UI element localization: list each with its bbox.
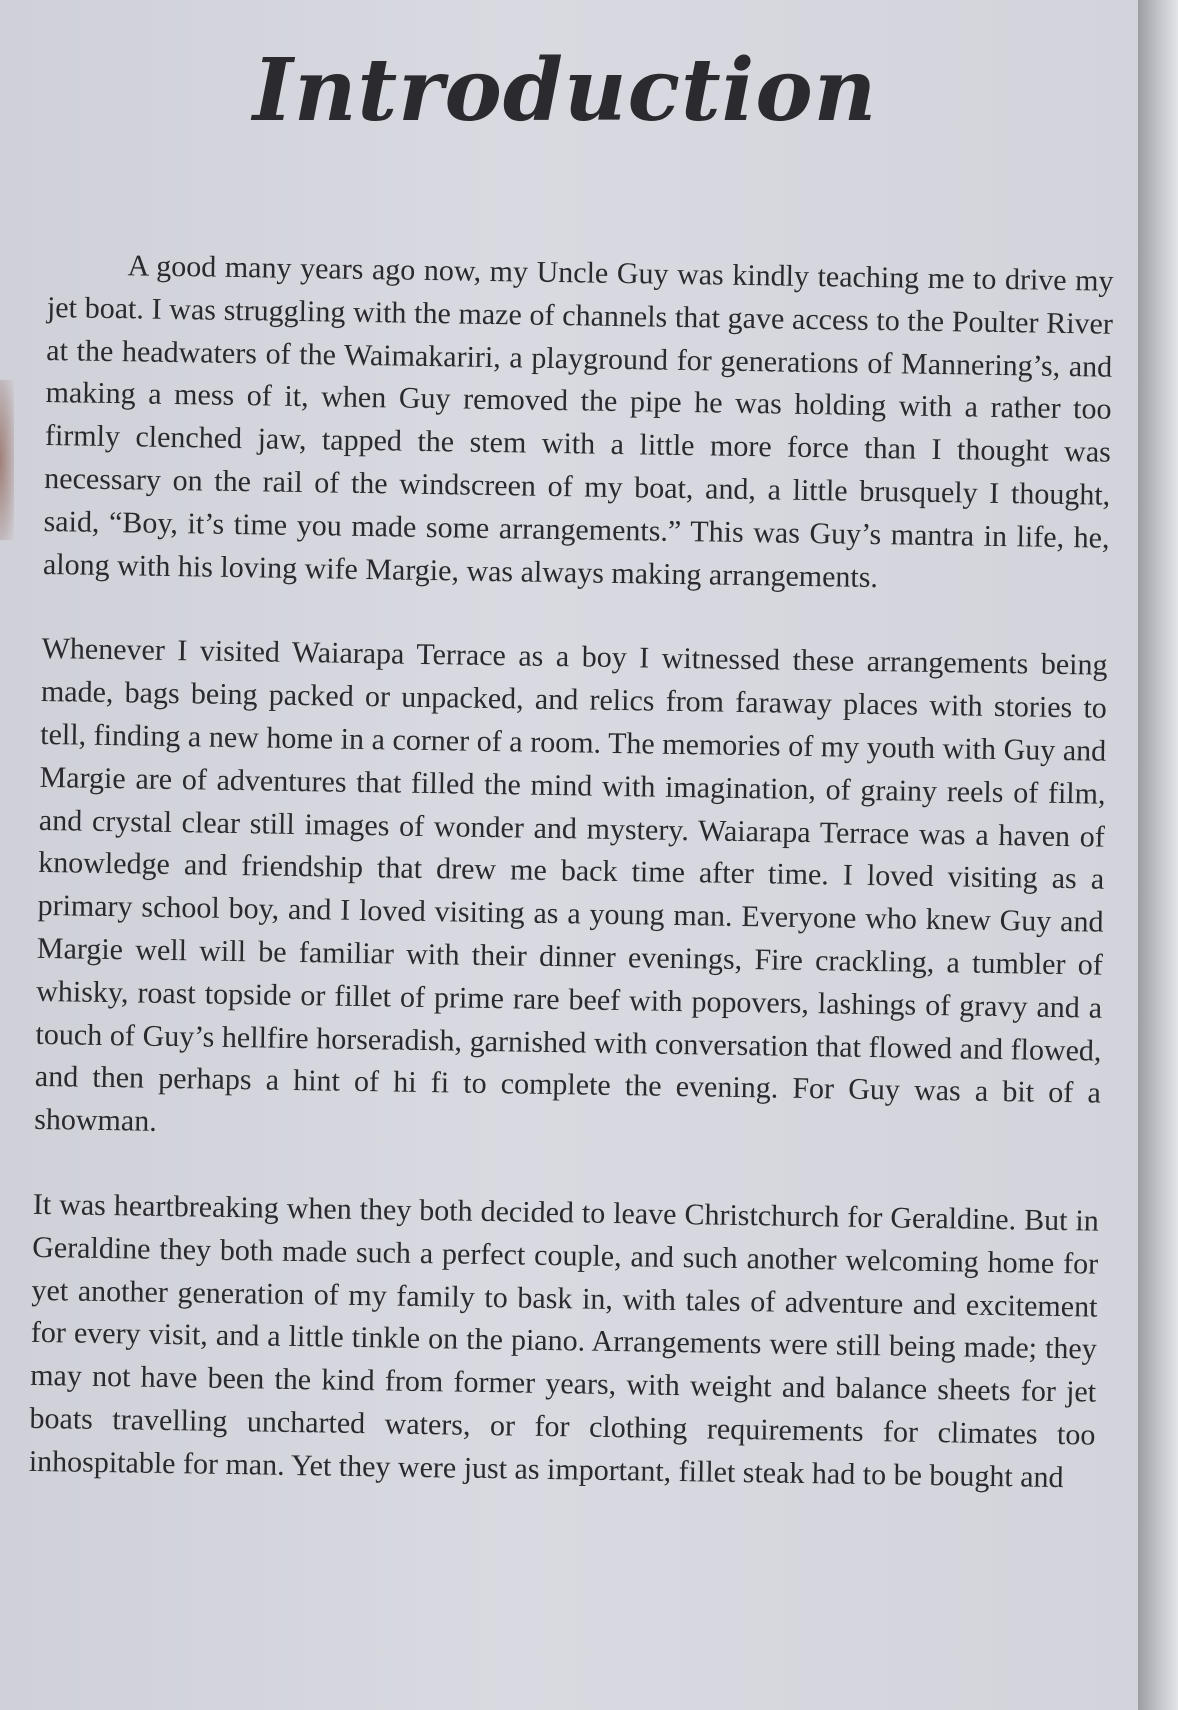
chapter-title: Introduction [252, 40, 878, 141]
thumb-shadow [0, 380, 14, 540]
paragraph-2: Whenever I visited Waiarapa Terrace as a boy I witnessed these arrangements being made, bags being packed or unpacked, and relics from faraway places with stories to tell, finding a new home in a corner of a room. The memories of my youth with Guy and Margie are of adventures that filled the mind with imagination, of grainy reels of film, and crystal clear still images of wonder and mystery. Waiarapa Terrace was a haven of knowledge and friendship that drew me back time after time. I loved visiting as a primary school boy, and I loved visiting as a young man. Everyone who knew Guy and Margie well will be familiar with their dinner evenings, Fire crackling, a tumbler of whisky, roast topside or fillet of prime rare beef with popovers, lashings of gravy and a touch of Guy’s hellfire horseradish, garnished with conversation that flowed and flowed, and then perhaps a hint of hi fi to complete the evening. For Guy was a bit of a showman. [33, 632, 1108, 1138]
body-text [28, 244, 1114, 1542]
paragraph-1: A good many years ago now, my Uncle Guy was kindly teaching me to drive my jet boat. I was struggling with the maze of channels that gave access to the Poulter River at the headwaters of the Waimakariri, a playground for generations of Mannering’s, and making a mess of it, when Guy removed the pipe he was holding with a rather too firmly clenched jaw, tapped the stem with a little more force than I thought was necessary on the rail of the windscreen of my boat, and, a little brusquely I thought, said, “Boy, it’s time you made some arrangements.” This was Guy’s mantra in life, he, along with his loving wife Margie, was always making arrangements. [42, 249, 1114, 594]
page-edge [1138, 0, 1178, 1710]
paragraph-3: It was heartbreaking when they both decided to leave Christchurch for Geraldine. But in Geraldine they both made such a perfect couple, and such another welcoming home for yet another generation of my family to bask in, with tales of adventure and excitement for every visit, and a little tinkle on the piano. Arrangements were still being made; they may not have been the kind from former years, with weight and balance sheets for jet boats travelling uncharted waters, or for clothing requirements for climates too inhospitable for man. Yet they were just as important, fillet steak had to be bought and [28, 1187, 1100, 1494]
